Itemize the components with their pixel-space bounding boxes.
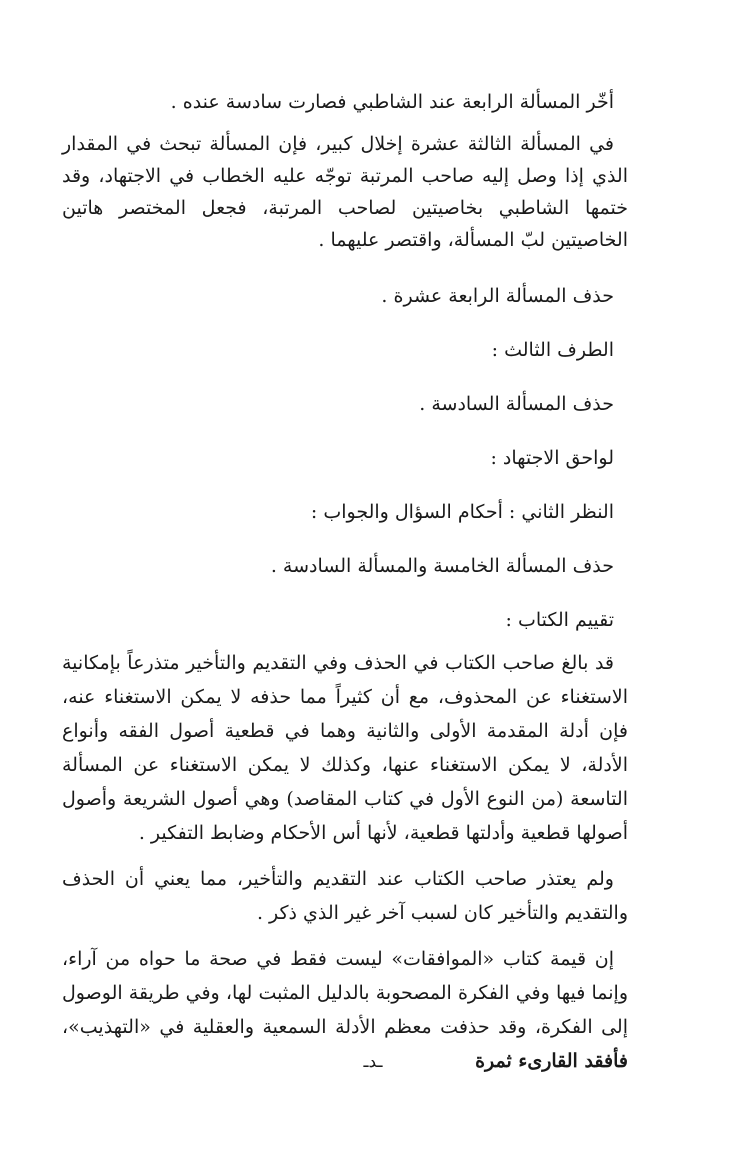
paragraph-value-text: إن قيمة كتاب «الموافقات» ليست فقط في صحة ما حواه من آراء، وإنما فيها وفي الفكرة المصحوبة بالدليل المثبت لها، وفي طريقة الوصول إلى الفكرة، وقد حذفت معظم الأدلة السمعية والعقلية في «التهذيب»، <box>62 948 628 1038</box>
paragraph-no-excuse: ولم يعتذر صاحب الكتاب عند التقديم والتأخير، مما يعني أن الحذف والتقديم والتأخير كان لسبب آخر غير الذي ذكر . <box>62 868 628 924</box>
paragraph-evaluation: قد بالغ صاحب الكتاب في الحذف وفي التقديم والتأخير متذرعاً بإمكانية الاستغناء عن المحذوف، مع أن كثيراً مما حذفه لا يمكن الاستغناء عنه، فإن أدلة المقدمة الأولى والثانية وهما في قطعية أصول الفقه وأنواع الأدلة، لا يمكن الاستغناء عنها، وكذلك لا يمكن الاستغناء عن المسألة التاسعة (من النوع الأول في كتاب المقاصد) وهي أصول الشريعة وأصول أصولها قطعية وأدلتها قطعية، لأنها أس الأحكام وضابط التفكير . <box>62 652 628 844</box>
page-number: ـدـ <box>363 1052 383 1072</box>
heading-third-part: الطرف الثالث : <box>491 339 614 361</box>
paragraph-2: في المسألة الثالثة عشرة إخلال كبير، فإن المسألة تبحث في المقدار الذي إذا وصل إليه صاحب المرتبة توجّه عليه الخطاب في الاجتهاد، وقد ختمها الشاطبي بخاصيتين لصاحب المرتبة، فجعل المختصر هاتين الخاصيتين لبّ المسألة، واقتصر عليهما . <box>62 133 628 251</box>
heading-delete-q14: حذف المسألة الرابعة عشرة . <box>381 285 614 307</box>
paragraph-1: أخّر المسألة الرابعة عند الشاطبي فصارت سادسة عنده . <box>170 91 614 113</box>
heading-second-view: النظر الثاني : أحكام السؤال والجواب : <box>310 501 614 523</box>
page-body <box>62 86 628 1078</box>
heading-ijtihad-appendices: لواحق الاجتهاد : <box>490 447 614 469</box>
heading-delete-q6: حذف المسألة السادسة . <box>419 393 614 415</box>
heading-book-evaluation: تقييم الكتاب : <box>505 609 614 631</box>
paragraph-value-bold: فأفقد القارىء ثمرة <box>475 1050 628 1072</box>
heading-delete-q5-q6: حذف المسألة الخامسة والمسألة السادسة . <box>270 555 614 577</box>
